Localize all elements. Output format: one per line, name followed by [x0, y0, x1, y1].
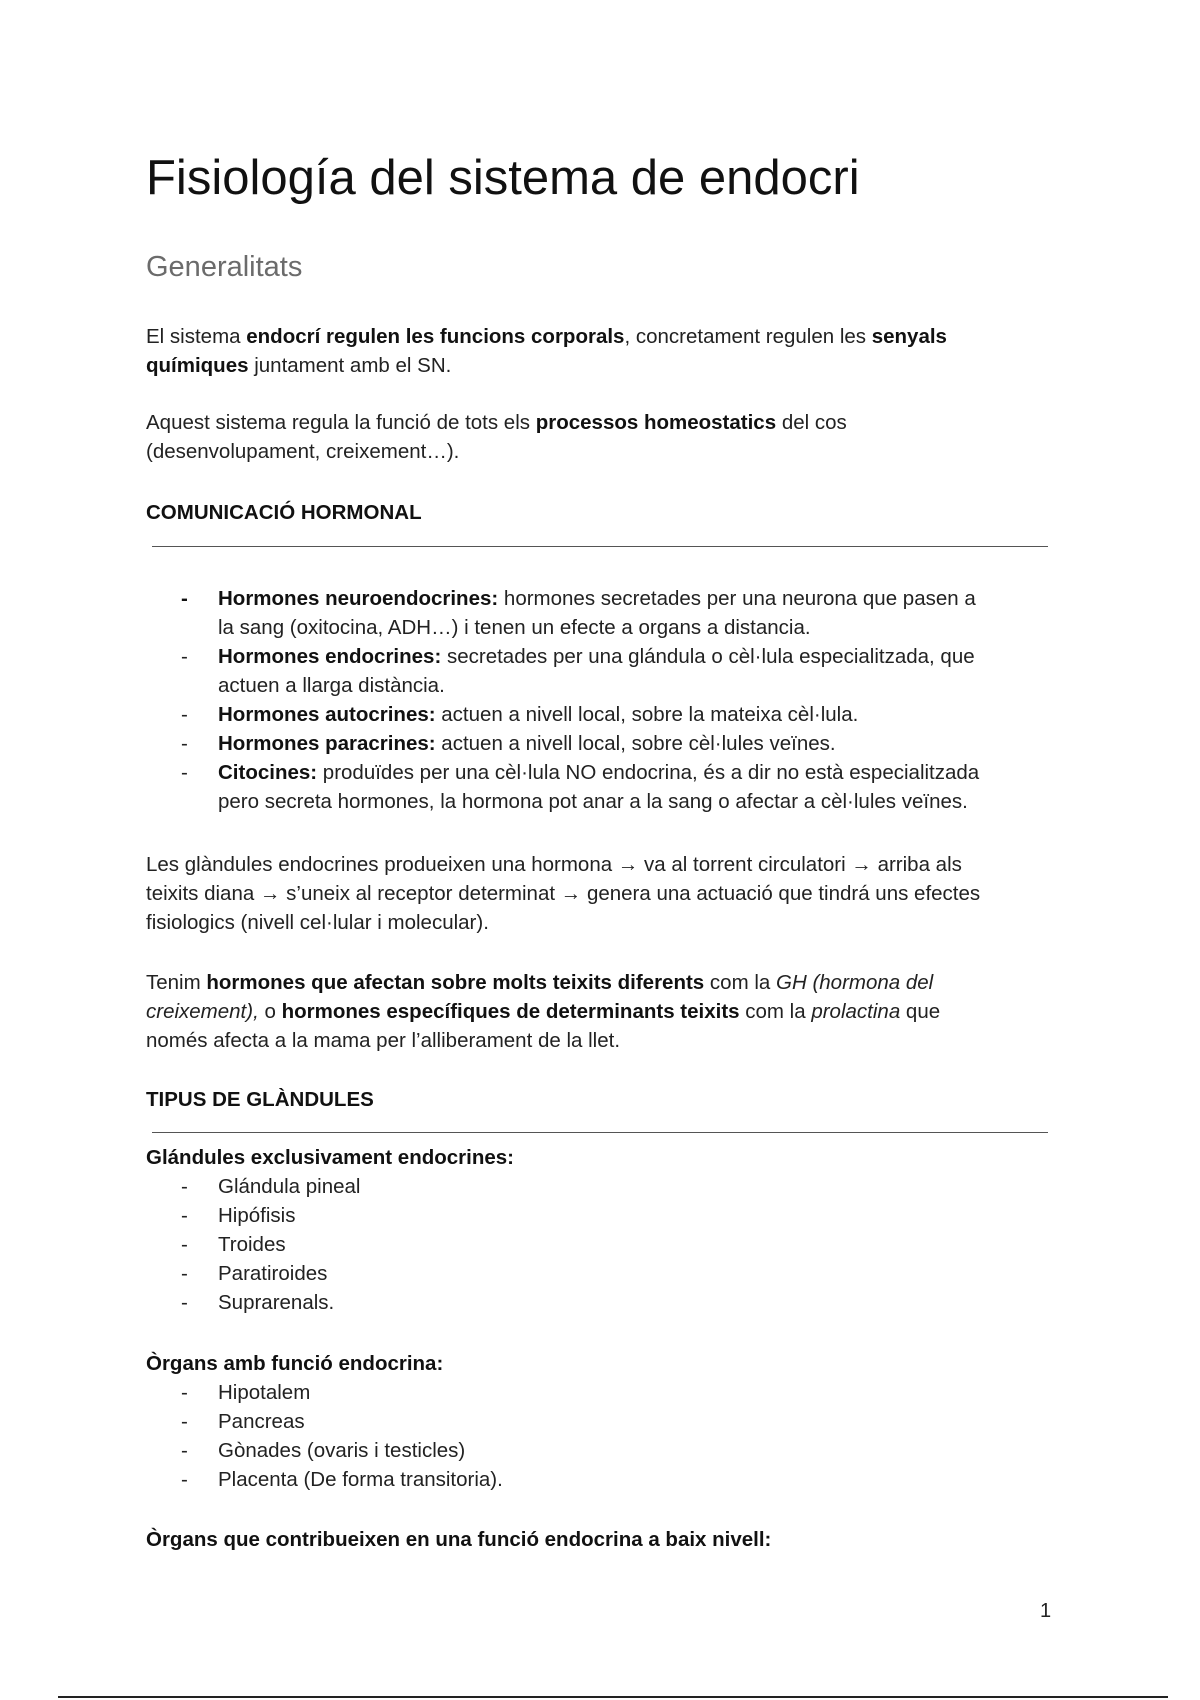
list-item: - Glándula pineal: [181, 1175, 361, 1198]
hormone-types-list: [146, 584, 979, 816]
list-item: - Hipófisis: [181, 1204, 296, 1227]
targets-line-2: creixement), o hormones específiques de determinants teixits com la prolactina que: [146, 1000, 941, 1023]
list-item: - Hipotalem: [181, 1381, 311, 1404]
section-divider: [152, 546, 1048, 547]
page-number: 1: [1040, 1600, 1052, 1622]
list-item: - Hormones endocrines: secretades per una glándula o cèl·lula especialitzada, que actuen a llarga distància.: [181, 645, 975, 697]
group-heading-exclusive-glands: Glándules exclusivament endocrines:: [146, 1146, 514, 1169]
list-item: - Hormones paracrines: actuen a nivell local, sobre cèl·lules veïnes.: [181, 732, 836, 755]
intro-2-line-1: Aquest sistema regula la funció de tots els processos homeostatics del cos: [146, 411, 847, 434]
intro-paragraph-1: [146, 322, 947, 380]
targets-line-3: només afecta a la mama per l’alliberament de la llet.: [146, 1029, 621, 1052]
exclusive-glands-list: [146, 1172, 360, 1317]
hormone-targets-paragraph: [146, 968, 940, 1055]
section-heading-tipus-glandules: TIPUS DE GLÀNDULES: [146, 1088, 374, 1111]
list-item: - Hormones neuroendocrines: hormones secretades per una neurona que pasen a la sang (oxitocina, ADH…) i tenen un efecte a organs a distancia.: [181, 587, 976, 639]
list-item: - Citocines: produïdes per una cèl·lula NO endocrina, és a dir no està especialitzada pero secreta hormones, la hormona pot anar a la sang o afectar a cèl·lules veïnes.: [181, 761, 980, 813]
list-item: - Paratiroides: [181, 1262, 328, 1285]
page-bottom-rule: [58, 1696, 1168, 1698]
endocrine-organs-list: [146, 1378, 503, 1494]
section-heading-comunicacio: COMUNICACIÓ HORMONAL: [146, 501, 422, 524]
list-item: - Gònades (ovaris i testicles): [181, 1439, 466, 1462]
intro-paragraph-2: [146, 408, 847, 466]
intro-1-line-2: químiques juntament amb el SN.: [146, 354, 452, 377]
list-item: - Suprarenals.: [181, 1291, 335, 1314]
list-item: - Placenta (De forma transitoria).: [181, 1468, 503, 1491]
group-heading-low-level-organs: Òrgans que contribueixen en una funció endocrina a baix nivell:: [146, 1528, 772, 1551]
list-item: - Pancreas: [181, 1410, 305, 1433]
targets-line-1: Tenim hormones que afectan sobre molts teixits diferents com la GH (hormona del: [146, 971, 934, 994]
flow-line-2: teixits diana → s’uneix al receptor determinat → genera una actuació que tindrá uns efectes: [146, 882, 981, 905]
page-title: Fisiología del sistema de endocri: [146, 151, 860, 205]
flow-line-3: fisiologics (nivell cel·lular i molecular).: [146, 911, 489, 934]
flow-line-1: Les glàndules endocrines produeixen una hormona → va al torrent circulatori → arriba als: [146, 853, 962, 876]
intro-2-line-2: (desenvolupament, creixement…).: [146, 440, 460, 463]
section-subtitle: Generalitats: [146, 251, 303, 283]
section-divider: [152, 1132, 1048, 1133]
hormone-flow-paragraph: [146, 850, 980, 937]
intro-1-line-1: El sistema endocrí regulen les funcions corporals, concretament regulen les senyals: [146, 325, 947, 348]
group-heading-endocrine-organs: Òrgans amb funció endocrina:: [146, 1352, 444, 1375]
list-item: - Troides: [181, 1233, 286, 1256]
list-item: - Hormones autocrines: actuen a nivell local, sobre la mateixa cèl·lula.: [181, 703, 859, 726]
